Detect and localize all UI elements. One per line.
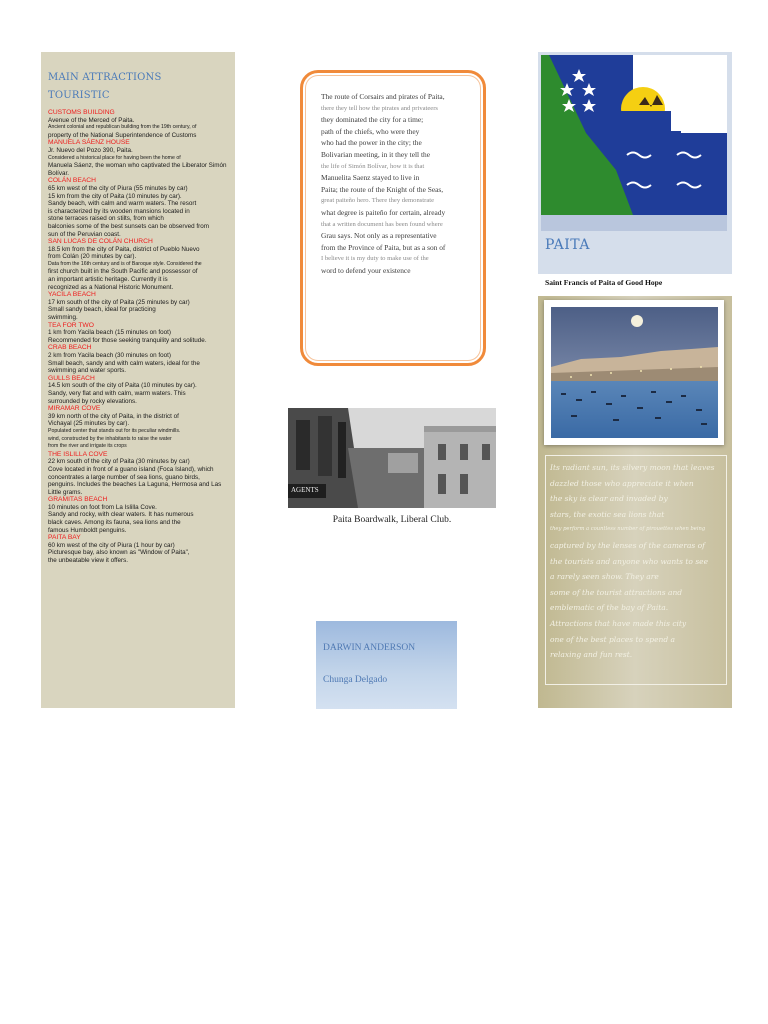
attraction-description-line: concentrates a large number of sea lions, guano birds, xyxy=(48,473,200,481)
attraction-description-line: black caves. Among its fauna, sea lions and the xyxy=(48,519,181,527)
attraction-item xyxy=(48,534,235,564)
attraction-item xyxy=(48,322,235,345)
quote-line: one of the best places to spend a xyxy=(550,634,676,644)
frame-text-line: who had the power in the city; the xyxy=(321,138,422,148)
attraction-item xyxy=(48,291,235,321)
frame-text-line: The route of Corsairs and pirates of Paita, xyxy=(321,92,445,101)
attraction-description-line: the unbeatable view it offers. xyxy=(48,557,129,565)
attractions-list xyxy=(48,109,235,565)
frame-text-line: Grau says. Not only as a representative xyxy=(321,231,437,241)
attraction-name: YACILA BEACH xyxy=(48,291,96,299)
attraction-description-line: Populated center that stands out for its peculiar windmills. xyxy=(48,427,181,434)
attractions-title-line1: MAIN ATTRACTIONS xyxy=(48,72,162,83)
frame-text-line: they dominated the city for a time; xyxy=(321,115,424,125)
attraction-description-line: stone terraces raised on stilts, from which xyxy=(48,215,164,223)
attraction-description-line: surrounded by rocky elevations. xyxy=(48,397,137,405)
frame-text-line: path of the chiefs, who were they xyxy=(321,126,420,136)
attraction-description-line: 65 km west of the city of Piura (55 minutes by car) xyxy=(48,184,188,192)
quote-line: some of the tourist attractions and xyxy=(550,587,683,597)
attraction-name: CRAB BEACH xyxy=(48,344,92,352)
attractions-panel xyxy=(41,52,235,708)
quote-line: captured by the lenses of the cameras of xyxy=(550,540,705,550)
attraction-description-line: 22 km south of the city of Paita (30 minutes by car) xyxy=(48,458,190,466)
attraction-description-line: Small beach, sandy and with calm waters, ideal for the xyxy=(48,359,200,367)
attraction-description-line: 39 km north of the city of Paita, in the district of xyxy=(48,412,179,420)
attraction-description-line: Small sandy beach, ideal for practicing xyxy=(48,306,156,314)
attraction-item xyxy=(48,451,235,497)
attraction-description-line: Sandy, very flat and with calm, warm waters. This xyxy=(48,389,186,397)
attraction-description-line: property of the National Superintendence of Customs xyxy=(48,131,197,139)
quote-line: they perform a countless number of pirouettes when being xyxy=(550,526,706,533)
attraction-description-line: Bolívar. xyxy=(48,169,69,177)
attraction-description-line: Jr. Nuevo del Pozo 390, Paita. xyxy=(48,146,133,154)
attraction-description-line: swimming. xyxy=(48,314,78,322)
attraction-name: GULLS BEACH xyxy=(48,374,95,382)
quote-line: the tourists and anyone who wants to see xyxy=(550,556,709,566)
attraction-description-line: Considered a historical place for having been the home of xyxy=(48,154,181,161)
pirates-route-text-frame xyxy=(300,70,486,366)
attraction-description-line: wind, constructed by the inhabitants to raise the water xyxy=(48,435,172,442)
attraction-item xyxy=(48,139,235,177)
attraction-description-line: Cove located in front of a guano island (Foca Island), which xyxy=(48,465,214,473)
author-box xyxy=(316,621,457,709)
attraction-name: PAITA BAY xyxy=(48,534,81,542)
quote-line: dazzled those who appreciate it when xyxy=(550,478,694,488)
attraction-description-line: from the river and irrigate its crops xyxy=(48,443,127,450)
frame-text-line: Manuelita Saenz stayed to live in xyxy=(321,173,420,183)
attraction-description-line: recognized as a National Historic Monument. xyxy=(48,283,174,291)
author-name: DARWIN ANDERSON xyxy=(323,643,416,653)
frame-text-line: the life of Simón Bolívar, how it is that xyxy=(321,162,425,170)
attraction-description-line: Picturesque bay, also known as "Window of Paita", xyxy=(48,549,190,557)
quote-line: Its radiant sun, its silvery moon that leaves xyxy=(550,463,715,472)
attraction-description-line: Sandy and rocky, with clear waters. It has numerous xyxy=(48,511,194,519)
attraction-name: THE ISLILLA COVE xyxy=(48,450,108,458)
attraction-description-line: Little grams. xyxy=(48,488,83,496)
frame-text-line: what degree is paiteño for certain, already xyxy=(321,207,446,217)
attraction-description-line: 15 km from the city of Paita (10 minutes by car). xyxy=(48,192,182,200)
attraction-item xyxy=(48,496,235,534)
attraction-description-line: balconies some of the best sunsets can be observed from xyxy=(48,222,210,230)
attraction-description-line: 17 km south of the city of Paita (25 minutes by car) xyxy=(48,298,190,306)
photo-sign-text: AGENTS xyxy=(291,486,319,494)
attraction-name: TEA FOR TWO xyxy=(48,321,94,329)
attraction-name: GRAMITAS BEACH xyxy=(48,496,108,504)
bay-description-quote xyxy=(545,455,727,685)
quote-line: stars, the exotic sea lions that xyxy=(550,509,665,519)
attraction-item xyxy=(48,238,235,291)
attraction-description-line: from Colán (20 minutes by car). xyxy=(48,253,137,261)
attraction-description-line: Manuela Sáenz, the woman who captivated the Liberator Simón xyxy=(48,162,227,170)
attraction-description-line: 1 km from Yacila beach (15 minutes on foot) xyxy=(48,329,171,337)
attractions-title-line2: TOURISTIC xyxy=(48,90,110,101)
attraction-description-line: an important artistic heritage. Currently it is xyxy=(48,276,168,284)
frame-text-line: Paita; the route of the Knight of the Seas, xyxy=(321,184,444,194)
attraction-description-line: sun of the Peruvian coast. xyxy=(48,230,121,238)
attraction-description-line: swimming and water sports. xyxy=(48,367,127,375)
frame-text-line: I believe it is my duty to make use of the xyxy=(321,255,429,263)
attraction-item xyxy=(48,177,235,238)
attraction-description-line: Avenue of the Merced of Paita. xyxy=(48,116,135,124)
frame-text-line: word to defend your existence xyxy=(321,265,411,275)
attraction-description-line: Data from the 16th century and is of Baroque style. Considered the xyxy=(48,260,202,267)
frame-text-line: Bolivarian meeting, in it they tell the xyxy=(321,149,430,159)
quote-line: a rarely seen show. They are xyxy=(550,572,659,582)
attraction-description-line: 18.5 km from the city of Paita, district of Pueblo Nuevo xyxy=(48,245,200,253)
city-title: PAITA xyxy=(545,237,590,253)
quote-line: relaxing and fun rest. xyxy=(550,650,633,660)
attraction-description-line: Recommended for those seeking tranquility and solitude. xyxy=(48,336,207,344)
frame-text-line: great paiteño hero. There they demonstrate xyxy=(321,197,435,205)
attraction-name: MANUELA SÁENZ HOUSE xyxy=(48,139,130,147)
boardwalk-photo xyxy=(288,408,496,508)
attraction-description-line: 10 minutes on foot from La Islilla Cove. xyxy=(48,503,157,511)
quote-line: Attractions that have made this city xyxy=(550,618,687,628)
frame-text-line: there they tell how the pirates and privateers xyxy=(321,104,438,112)
attraction-description-line: is characterized by its wooden mansions located in xyxy=(48,207,190,215)
attraction-description-line: penguins. Includes the beaches La Laguna, Hermosa and Las xyxy=(48,481,222,489)
attraction-description-line: 2 km from Yacila beach (30 minutes on foot) xyxy=(48,352,171,359)
attraction-item xyxy=(48,109,235,139)
attraction-description-line: Ancient colonial and republican building from the 19th century, of xyxy=(48,124,197,131)
attraction-description-line: 60 km west of the city of Piura (1 hour by car) xyxy=(48,541,175,549)
attraction-name: SAN LUCAS DE COLÁN CHURCH xyxy=(48,238,153,246)
paita-flag-emblem xyxy=(541,55,727,231)
frame-text-line: that a written document has been found where xyxy=(321,220,443,228)
attraction-name: CUSTOMS BUILDING xyxy=(48,109,115,116)
author-surname: Chunga Delgado xyxy=(323,675,388,685)
attraction-item xyxy=(48,344,235,374)
attraction-name: COLÁN BEACH xyxy=(48,177,96,185)
attraction-name: MIRAMAR COVE xyxy=(48,405,101,413)
quote-line: the sky is clear and invaded by xyxy=(550,494,668,504)
attraction-description-line: Sandy beach, with calm and warm waters. The resort xyxy=(48,200,197,208)
photo-caption: Paita Boardwalk, Liberal Club. xyxy=(332,515,452,525)
attraction-description-line: first church built in the South Pacific and possessor of xyxy=(48,268,198,276)
city-subtitle: Saint Francis of Paita of Good Hope xyxy=(545,278,663,287)
attraction-description-line: Vichayal (25 minutes by car). xyxy=(48,420,130,428)
attraction-description-line: famous Humboldt penguins. xyxy=(48,526,127,534)
attraction-item xyxy=(48,405,235,451)
paita-bay-night-photo xyxy=(551,307,718,438)
quote-line: emblematic of the bay of Paita. xyxy=(550,603,669,613)
attraction-item xyxy=(48,375,235,405)
frame-text-line: from the Province of Paita, but as a son of xyxy=(321,242,446,252)
attraction-description-line: 14.5 km south of the city of Paita (10 minutes by car). xyxy=(48,382,197,390)
